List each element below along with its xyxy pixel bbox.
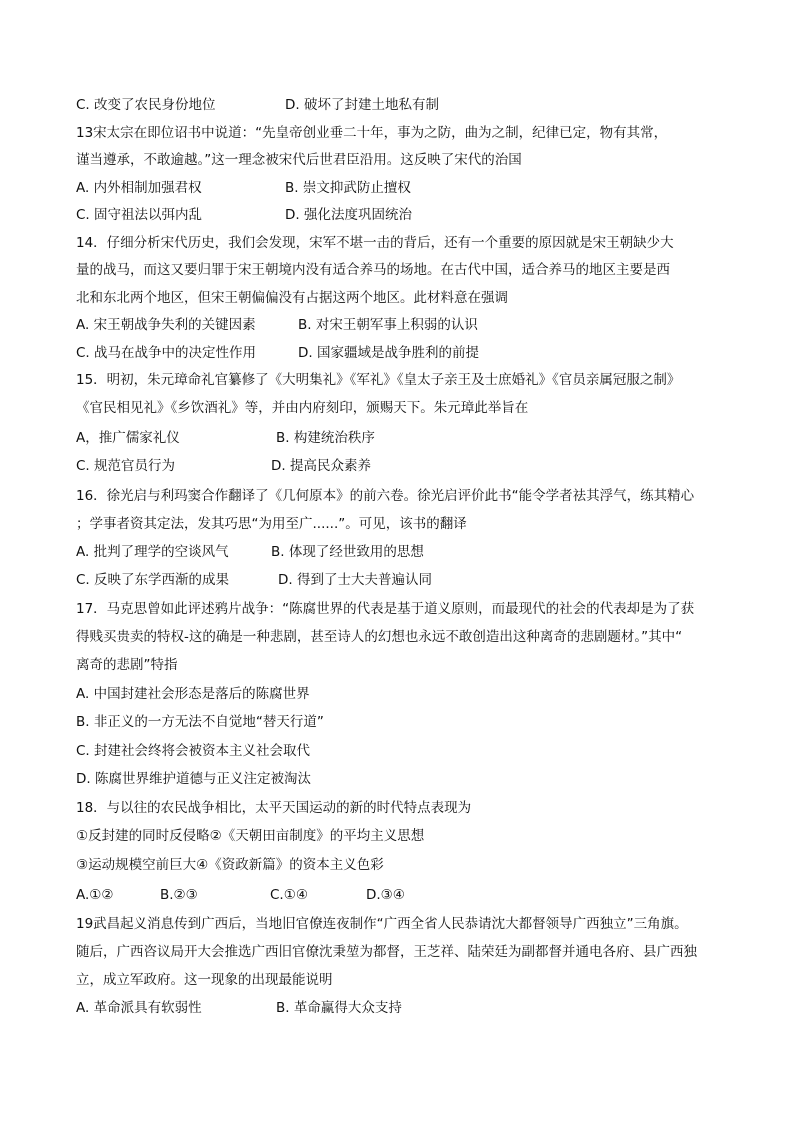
- q15-stem-line-1: 15．明初，朱元璋命礼官纂修了《大明集礼》《军礼》《皇太子亲王及士庶婚礼》《官员亲属冠服之制》: [76, 372, 681, 388]
- q14-stem-line-3: 北和东北两个地区，但宋王朝偏偏没有占据这两个地区。此材料意在强调: [76, 290, 508, 306]
- q12-option-c: C. 改变了农民身份地位: [76, 97, 216, 113]
- q18-stem-line-2: ①反封建的同时反侵略②《天朝田亩制度》的平均主义思想: [76, 828, 425, 844]
- q14-option-b: B. 对宋王朝军事上积弱的认识: [298, 317, 478, 333]
- q16-option-c: C. 反映了东学西渐的成果: [76, 572, 230, 588]
- q13-stem-line-1: 13宋太宗在即位诏书中说道：“先皇帝创业垂二十年，事为之防，曲为之制，纪律已定，物有其常，: [76, 125, 668, 141]
- q13-option-a: A. 内外相制加强君权: [76, 180, 202, 196]
- q17-stem-line-1: 17．马克思曾如此评述鸦片战争：“陈腐世界的代表是基于道义原则，而最现代的社会的代表却是为了获: [76, 601, 695, 617]
- q14-stem-line-2: 量的战马，而这又要归罪于宋王朝境内没有适合养马的场地。在古代中国，适合养马的地区主要是西: [76, 262, 670, 278]
- q16-option-d: D. 得到了士大夫普遍认同: [278, 572, 432, 588]
- q17-option-d: D. 陈腐世界维护道德与正义注定被淘汰: [76, 771, 311, 787]
- q16-stem-line-2: ；学事者资其定法，发其巧思“为用至广......”。可见，该书的翻译: [76, 516, 467, 532]
- q19-stem-line-3: 立，成立军政府。这一现象的出现最能说明: [76, 972, 333, 988]
- q13-option-d: D. 强化法度巩固统治: [285, 207, 412, 223]
- q19-stem-line-2: 随后，广西咨议局开大会推选广西旧官僚沈秉堃为都督，王芝祥、陆荣廷为副都督并通电各府、县广西独: [76, 944, 697, 960]
- q18-option-d: D.③④: [366, 887, 405, 903]
- q16-option-b: B. 体现了经世致用的思想: [271, 544, 424, 560]
- q18-option-b: B.②③: [160, 887, 198, 903]
- q17-option-c: C. 封建社会终将会被资本主义社会取代: [76, 743, 311, 759]
- q15-option-b: B. 构建统治秩序: [276, 430, 375, 446]
- q15-option-d: D. 提高民众素养: [271, 458, 371, 474]
- q19-option-b: B. 革命赢得大众支持: [276, 1000, 402, 1016]
- q15-option-a: A，推广儒家礼仪: [76, 430, 180, 446]
- q15-option-c: C. 规范官员行为: [76, 458, 176, 474]
- q14-option-c: C. 战马在战争中的决定性作用: [76, 345, 257, 361]
- q19-option-a: A. 革命派具有软弱性: [76, 1000, 202, 1016]
- q16-option-a: A. 批判了理学的空谈风气: [76, 544, 229, 560]
- q13-option-b: B. 崇文抑武防止擅权: [285, 180, 411, 196]
- q12-option-d: D. 破坏了封建土地私有制: [285, 97, 439, 113]
- q18-stem-line-3: ③运动规模空前巨大④《资政新篇》的资本主义色彩: [76, 857, 384, 873]
- q15-stem-line-2: 《官民相见礼》《乡饮酒礼》等，并由内府刻印，颁赐天下。朱元璋此举旨在: [76, 400, 529, 416]
- q13-stem-line-2: 谨当遵承，不敢逾越。”这一理念被宋代后世君臣沿用。这反映了宋代的治国: [76, 152, 522, 168]
- q18-option-a: A.①②: [76, 887, 114, 903]
- q18-stem-line-1: 18．与以往的农民战争相比，太平天国运动的新的时代特点表现为: [76, 800, 472, 816]
- q17-stem-line-2: 得贱买贵卖的特权-这的确是一种悲剧，甚至诗人的幻想也永远不敢创造出这种离奇的悲剧题材。”其中“: [76, 629, 683, 645]
- q14-option-d: D. 国家疆域是战争胜利的前提: [298, 345, 479, 361]
- q17-option-a: A. 中国封建社会形态是落后的陈腐世界: [76, 686, 310, 702]
- q17-stem-line-3: 离奇的悲剧”特指: [76, 657, 178, 673]
- q14-option-a: A. 宋王朝战争失利的关键因素: [76, 317, 256, 333]
- q18-option-c: C.①④: [270, 887, 308, 903]
- q13-option-c: C. 固守祖法以弭内乱: [76, 207, 203, 223]
- q19-stem-line-1: 19武昌起义消息传到广西后，当地旧官僚连夜制作“广西全省人民恭请沈大都督领导广西独立”三角旗。: [76, 916, 688, 932]
- q16-stem-line-1: 16．徐光启与利玛窦合作翻译了《几何原本》的前六卷。徐光启评价此书“能令学者祛其浮气，练其精心: [76, 488, 695, 504]
- q14-stem-line-1: 14．仔细分析宋代历史，我们会发现，宋军不堪一击的背后，还有一个重要的原因就是宋王朝缺少大: [76, 235, 674, 251]
- q17-option-b: B. 非正义的一方无法不自觉地“替天行道”: [76, 714, 324, 730]
